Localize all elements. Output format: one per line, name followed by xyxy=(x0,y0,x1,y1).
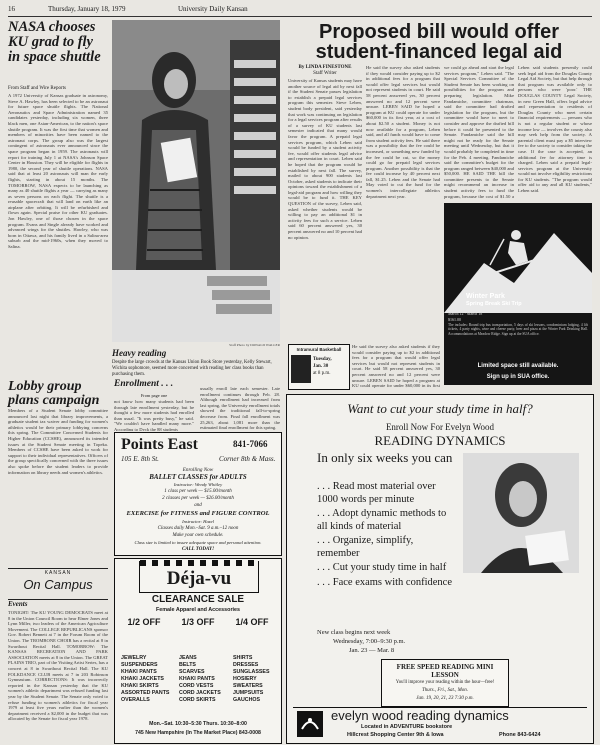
points-line10: Make your own schedule. xyxy=(172,533,224,538)
free-lesson-box xyxy=(381,659,509,707)
basketball-icon xyxy=(291,355,311,383)
points-line12: CALL TODAY! xyxy=(181,547,215,552)
list-item: KHAKI SKIRTS xyxy=(121,683,159,689)
ski-title2: Spring Break Ski Trip xyxy=(466,301,522,307)
legal-column-4: Leben said students presently could seek legal aid from the Douglas County Legal Aid Society, but that help through that program was available only to persons who were 'poor.' THE DOUGLAS COUNTY Legal Society, in new Green Hall, offers legal advice and representation to residents of Douglas County who meet certain financial requirements — persons who is not a regular student or whose income low — involves the county also may seek help from the society. A parental client must pay a $5 interview fee to the society to consider taking the case. If the case is accepted, an additional fee for attorney time is charged. Leben said a prepaid legal-services program at the University would not involve eligibility restrictions for KU students. "The program would offer aid to any and all KU students," Leben said. xyxy=(518,65,592,194)
points-east-phone: 841-7066 xyxy=(233,439,268,449)
logo-mark-icon xyxy=(297,711,323,737)
points-east-name: Points East xyxy=(121,436,198,453)
page-number: 16 xyxy=(8,5,15,13)
list-item: SWEATERS xyxy=(233,683,263,689)
dejavu-banner: CLEARANCE SALE xyxy=(151,594,245,605)
points-line4: 1 class per week — $15.00/month xyxy=(164,489,232,494)
ski-dates: March 12 · March 18 xyxy=(448,311,483,316)
intramural-ad xyxy=(288,344,350,390)
legal-headline: Proposed bill would offer student-financed legal aid xyxy=(315,21,563,63)
list-item: SUNGLASSES xyxy=(233,669,270,675)
heavy-reading-photo xyxy=(112,20,280,342)
points-line3: Instructor: Wendy Whitley xyxy=(173,482,223,487)
nasa-headline: NASA chooses KU grad to fly in space shuttle xyxy=(8,19,101,65)
student-photo xyxy=(463,453,579,573)
list-item: KHAKI PANTS xyxy=(179,676,215,682)
list-item: SCARVES xyxy=(179,669,205,675)
points-east-ad xyxy=(114,432,282,556)
list-item: SUSPENDERS xyxy=(121,662,158,668)
ewrd-headline: Want to cut your study time in half? xyxy=(347,401,533,416)
legal-column-3: we could go ahead and start the legal services program," Leben said. "The Special Services Committee of the Student Senate has been working on possibilities for the program and preparing legislation. Mike Fandamiche, committee chairman, said the committee had drafted legislation for the program, but the committee would have to meet to consider and approve the drafted bill before it could be presented to the Senate. Fandamiche said the bill might not be ready for the Senate meeting until Wednesday, but that it would probably be completed in time for the Feb. 4 meeting. Fandamiche said the committee's budget for the program ranged between $40,000 and $50,000. HE SAID THE bill the committee presents to the Senate might recommend an increase in student activity fees to fund the program, because the cost of $1.50 a xyxy=(444,65,514,199)
ski-note: Limited space still available. xyxy=(477,363,559,369)
photo-credit: Staff Photo by DONALD WALLER xyxy=(229,343,280,347)
free-line: You'll improve your reading within the hour—free! xyxy=(395,680,495,685)
dejavu-list3 xyxy=(233,655,279,704)
events-heading: Events xyxy=(8,600,28,608)
dejavu-address: 745 New Hampshire (In The Market Place) 843-0008 xyxy=(135,730,261,736)
ewrd-location: Located in ADVENTURE bookstore xyxy=(361,724,453,730)
list-item: . . . Organize, simplify, remember xyxy=(317,535,414,559)
list-item: CORD JACKETS xyxy=(179,690,221,696)
dejavu-ad xyxy=(114,558,282,744)
list-item: . . . Face exams with confidence xyxy=(317,576,452,588)
photo-caption: Despite the large crowds at the Kansas Union Book Store yesterday, Kelly Stewart, Wichita sophomore, seemed more concerned with reading her class books than purchasing them. xyxy=(112,360,272,377)
list-item: CORD SKIRTS xyxy=(179,697,216,703)
nasa-body: A 1972 University of Kansas graduate in astronomy, Steve A. Hawley, has been selected to be an astronaut for future space shuttle flights. The National Aeronautics and Space Administration named 35 candidates yesterday, including six women, three black men, one Asian-American, to the nation's space shuttle program. It was the first time that women and members of minorities have been named to the astronaut corps. The group also was the largest contingent of astronauts ever announced since the space program began in 1959. The astronauts will report for training July 1 at NASA's Johnson Space Center in Houston. They will be eligible for flights in 1980, the second year of shuttle operations. NASA said that at least 20 astronauts will man the early flights, starting in about 15 months. The TOMORROW, NASA expects to be launching as many as 40 shuttle flights a year — carrying as many as seven persons on each flight. The shuttle is a reusable spacecraft that will land on earth like an airplane after orbiting. It will be refurbished and flown again. Special praise for other KU graduates. Jon Hawley, one of those chosen in the space program. Evans and Single already have worked and advanced wings for the shuttles. Hawley, who was born in Ottawa, and his family lived in a Salina-area suburb and the mid-1960s, when they moved to Salina. xyxy=(8,93,108,250)
ewrd-intro: In only six weeks you can xyxy=(317,450,453,465)
legal-byline-role: Staff Writer xyxy=(313,71,337,76)
points-line1: Enrolling Now xyxy=(182,467,214,473)
page-date: Thursday, January 18, 1979 xyxy=(48,5,126,13)
intramural-line2: Jan. 30 xyxy=(313,364,329,369)
photo-caption-title: Heavy reading xyxy=(112,348,167,358)
ewrd-brand: evelyn wood reading dynamics xyxy=(331,708,509,723)
free-dates: Thurs., Fri., Sat., Mon. xyxy=(421,688,469,693)
list-item: JEANS xyxy=(179,655,197,661)
free-title: FREE SPEED READING MINI LESSON xyxy=(396,663,494,679)
dejavu-off2: 1/3 OFF xyxy=(181,617,215,627)
ewrd-center: Hillcrest Shopping Center 9th & Iowa xyxy=(347,732,444,738)
points-line6: and xyxy=(194,503,202,508)
points-line11: Class size is limited to insure adequate space and personal attention. xyxy=(134,540,262,545)
paper-name: University Daily Kansan xyxy=(178,5,248,13)
dejavu-list2 xyxy=(179,655,227,704)
enrollment-from-page: From page one xyxy=(140,393,168,398)
ewrd-classes: New class begins next week xyxy=(317,629,391,636)
list-item: BELTS xyxy=(179,662,196,668)
dejavu-list1 xyxy=(121,655,173,704)
intramural-line1: Tuesday, xyxy=(313,357,332,362)
ewrd-schedule2: Jan. 23 — Mar. 8 xyxy=(349,647,395,654)
list-item: KHAKI JACKETS xyxy=(121,676,164,682)
ski-title: Winter Park xyxy=(466,293,505,300)
list-item: SHIRTS xyxy=(233,655,253,661)
intramural-title: Intramural Basketball xyxy=(296,347,342,352)
nasa-byline: From Staff and Wire Reports xyxy=(8,86,66,91)
lobby-headline: Lobby group plans campaign xyxy=(8,379,100,409)
dejavu-awning-icon xyxy=(140,560,258,566)
lobby-column-1: Members of a Student Senate lobby committee announced last night that library improvements, a graduate student tax waiver and funding for women's athletics would be their primary lobbying concerns this spring. The Committee Concerned Students for Higher Education (CCSHE), announced its intended issues at the Student Senate meeting in Topeka. Members of CCSHE have been asked to work for support to their individual representatives. Officers of the group specifically concerned with the three issues also spoke before the student leaders to provide information on library needs and women's athletics. xyxy=(8,408,108,475)
ewrd-program: READING DYNAMICS xyxy=(374,433,506,448)
intramural-line3: at 8 p.m. xyxy=(313,371,331,376)
enrollment-column-1: not know how many students had been through late enrollment yesterday, but he thought a few more students had enrolled than usual. "It was pretty busy," he said. "We couldn't have handled many more." According to Dyck the 88 students xyxy=(114,399,194,431)
events-body: TONIGHT: The KU YOUNG DEMOCRATS meet at 8 in the Union Council Room to hear Elmer Jones and Lynn Miller, two leaders of the American Agriculture Movement. The COLLEGE REPUBLICANS sponsor Gov. Robert Bennett at 7 in the Forum Room of the Union. The TROMBONE CHOIR has a recital at 8 in Swarthout Recital Hall. TOMORROW: The KANSAS RECREATION AND PARK ASSOCIATION meets at 8 in the Union. The GREAT PLAINS TRIO, part of the Visiting Artist Series, has a concert at 8 in Swarthout Recital Hall. The KU FOLKDANCE CLUB meets at 7 in 203 Robinson Gymnasium. CORRECTIONS: It was incorrectly reported in the Kansan yesterday that the KU women's athletic department was refused funding last year by the Student Senate. The Senate only voted to refuse funding to women's athletics for fiscal year 1979 at least five years earlier than the women's department received a $2,000 in the budget that was allocated by the Senate for fiscal year 1978. xyxy=(8,610,108,722)
list-item: . . . Adopt dynamic methods to all kinds of material xyxy=(317,508,447,532)
ewrd-enroll: Enroll Now For Evelyn Wood xyxy=(385,422,495,432)
woman-reading-icon xyxy=(463,453,579,573)
list-item: GAUCHOS xyxy=(233,697,261,703)
ski-signup: Sign up in SUA office. xyxy=(486,374,550,380)
enrollment-headline: Enrollment . . . xyxy=(114,379,174,389)
dejavu-off1: 1/2 OFF xyxy=(127,617,161,627)
list-item: . . . Read most material over 1000 words per minute xyxy=(317,481,436,505)
list-item: CORD VESTS xyxy=(179,683,214,689)
ewrd-bullets xyxy=(317,481,457,591)
list-item: JUMPSUITS xyxy=(233,690,264,696)
page-header xyxy=(8,4,592,17)
ski-details: The includes: Round trip bus transportation, 5 days of ski lessons, condominium lodging, 4 lift tickets, 4 party nights, wine and cheese party, beer and pizza at the Winter Park Drinking Hall. Accommodations at Meadow Ridge. Sign up at the SUA office. xyxy=(448,323,588,336)
ewrd-phone: Phone 843-6424 xyxy=(499,732,541,738)
points-line5: 2 classes per week — $26.00/month xyxy=(162,496,234,501)
ski-cost: $161.00 xyxy=(448,317,461,322)
list-item: ASSORTED PANTS xyxy=(121,690,170,696)
list-item: . . . Cut your study time in half xyxy=(317,562,447,573)
list-item: JEWELRY xyxy=(121,655,147,661)
ski-trip-ad xyxy=(444,203,592,385)
ewrd-schedule1: Wednesday, 7:00–9:30 p.m. xyxy=(333,638,406,645)
student-reading-illustration xyxy=(112,20,280,342)
points-line7: EXERCISE for FITNESS and FIGURE CONTROL xyxy=(126,510,270,517)
list-item: OVERALLS xyxy=(121,697,150,703)
dejavu-hours: Mon.–Sat. 10:30–5:30 Thurs. 10:30–8:00 xyxy=(149,721,247,727)
dejavu-off3: 1/4 OFF xyxy=(235,617,269,627)
legal-column-2: He said the survey also asked students if they would consider paying up to $2 in additional fees for a program that would offer legal services but would not represent students in court. He said 58 percent answered yes, 30 percent answered no and 12 percent were unsure. LEBEN SAID he hoped a program at KU could operate for under $60,000 in its first year, at a cost of about $2.50 a student. Money is not now available for a program, Leben said, and all funds would have to come from student activity fees. He said there was a possibility that the fee could be increased, or something new funded by the fee could be cut, so the money could go for prepaid legal services program. Another possibility is that the fee could increase by 40 percent next fall, $1.25. Leben and the Senate had May voted to cut the fund for the women's intercollegiate athletics department next year. xyxy=(366,65,440,199)
points-east-addr2: Corner 8th & Mass. xyxy=(219,455,276,463)
list-item: DRESSES xyxy=(233,662,259,668)
dejavu-sub: Female Apparel and Accessories xyxy=(155,607,241,613)
evelyn-wood-logo-icon xyxy=(297,711,323,737)
dejavu-name: Déja-vu xyxy=(166,568,232,589)
kansan-title: On Campus xyxy=(23,577,93,592)
points-east-addr1: 105 E. 8th St. xyxy=(121,455,159,463)
points-line9: Classes daily Mon.–Sat. 9 a.m.–12 noon xyxy=(157,526,239,531)
list-item: HOSIERY xyxy=(233,676,257,682)
enrollment-column-2: usually enroll late each semester. Late enrollment continues through Feb. 28. Although enrollment had increased from last spring, the University enrollment totals showed the traditional fall-to-spring decrease from. Final fall enrollment was 25,263, about 1,081 more than the estimated final enrollment for this spring. xyxy=(200,386,280,431)
free-dates2: Jan. 19, 20, 21, 23 7:30 p.m. xyxy=(416,696,474,701)
points-line2: BALLET CLASSES for ADULTS xyxy=(149,473,247,481)
legal-column-1: University of Kansas students may have another source of legal aid by next fall if the Student Senate passes legislation to establish a prepaid legal services program this semester. Steve Leben, student body president, said yesterday that work was continuing on legislation for a legal services program after results of a survey of KU students last semester indicated that many would favor the program. A prepaid legal services program, which Leben said would be funded by a student activity fee, would offer students legal advice and representation in court. Leben said he hoped that the program would be established by next fall. The survey, mailed to about 900 students last October, asked students to indicate their opinions toward the establishment of a legal-aid program and how willing they would be to fund it. THE KEY QUESTION of the survey, Leben said, asked whether students would be willing to pay an additional $1 in activity fees for such a service. Leben said 60 percent answered yes, 30 percent answered no and 10 percent had no opinion. xyxy=(288,78,362,240)
points-line8: Instructor: Hazel xyxy=(182,519,214,524)
list-item: KHAKI PANTS xyxy=(121,669,157,675)
dejavu-logo-frame xyxy=(139,561,259,593)
evelyn-wood-ad xyxy=(286,394,594,744)
kansan-on-campus-header xyxy=(8,568,108,600)
kansan-label: KANSAN xyxy=(44,570,72,576)
legal-byline: By LINDA FINESTONE xyxy=(298,65,352,70)
legal-continued: He said the survey also asked students if they would consider paying up to $2 in additional fees for a program that would offer legal services but would not represent students in court. He said 58 percent answered yes, 30 percent answered no and 12 percent were unsure. LEBEN SAID he hoped a program at KU could operate for under $60,000 in its first xyxy=(352,344,440,388)
